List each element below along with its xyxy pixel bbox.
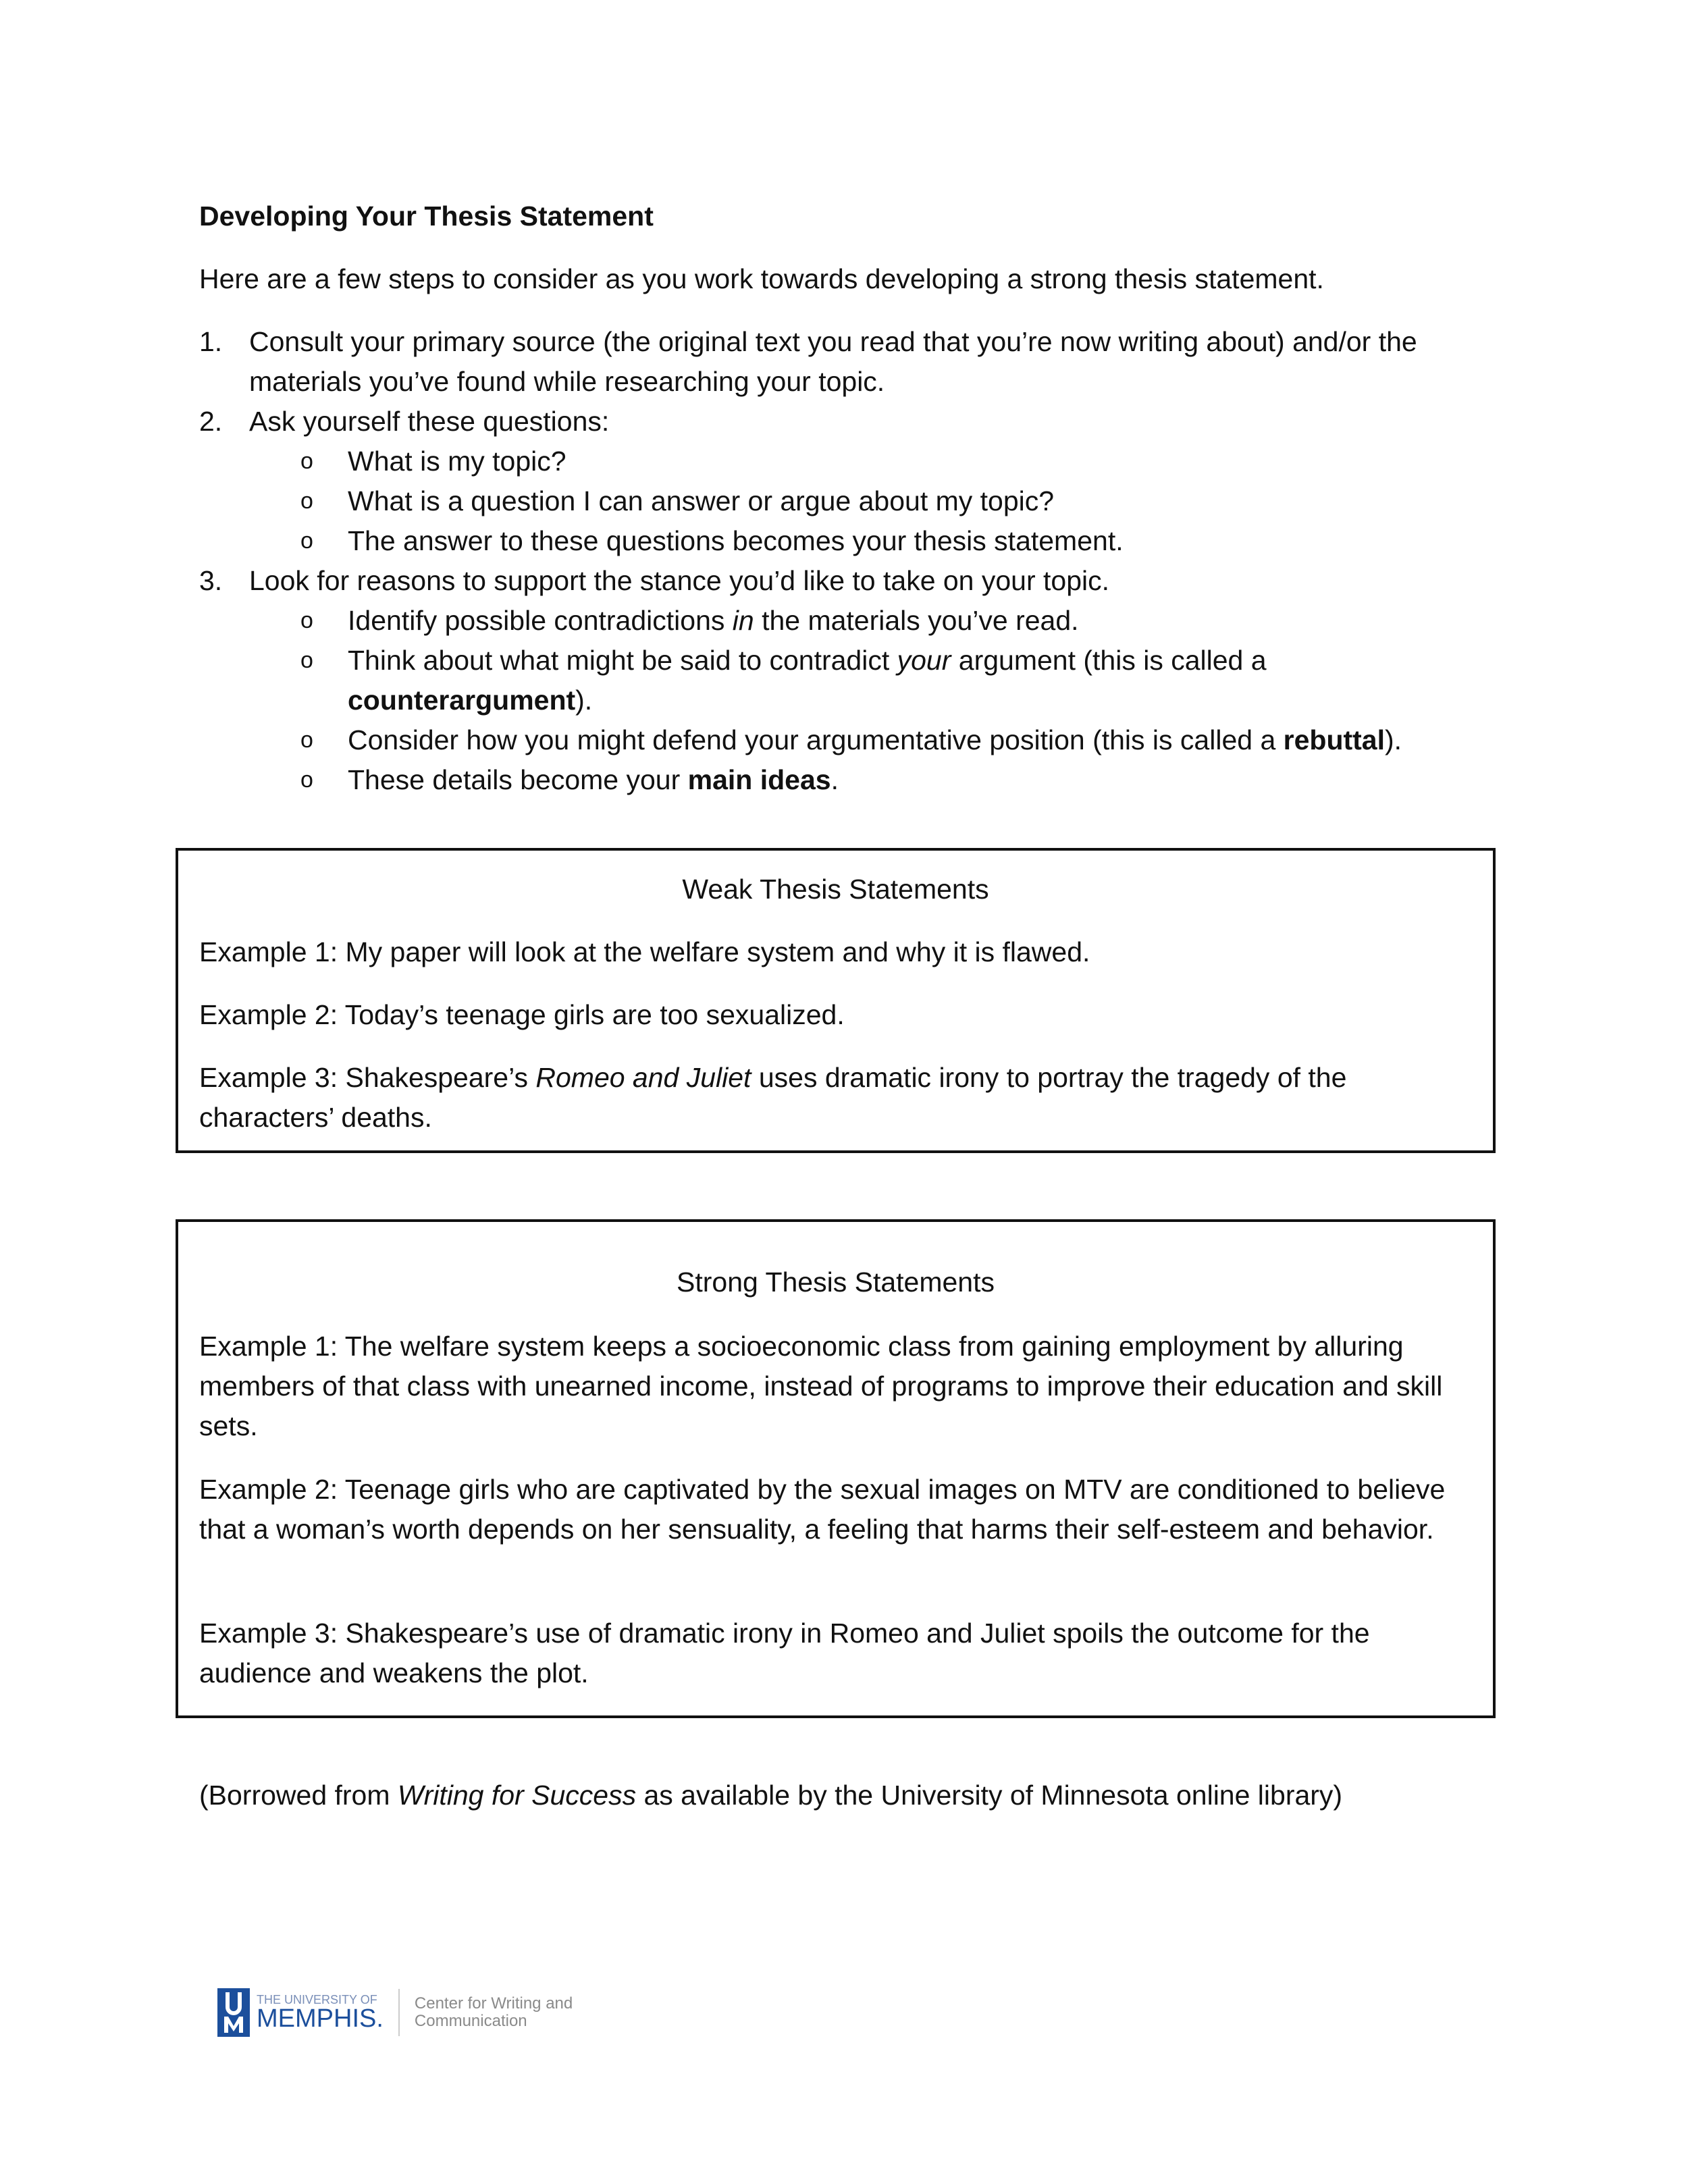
list-number: 1. <box>199 326 223 357</box>
wordmark-line1: THE UNIVERSITY OF <box>257 1993 377 2006</box>
list-text: Consult your primary source (the original text you read that you’re now writing about) and/or the materials you’ve found while researching your topic. <box>249 326 1417 397</box>
bullet-icon: o <box>300 647 313 673</box>
sub-item <box>199 641 1496 720</box>
sub-text: Identify possible contradictions <box>348 605 733 636</box>
emphasis: Romeo and Juliet <box>535 1062 751 1093</box>
weak-example-2: Example 2: Today’s teenage girls are too sexualized. <box>199 999 845 1030</box>
emphasis: in <box>732 605 754 636</box>
list-item <box>199 322 1496 402</box>
strong-example-3: Example 3: Shakespeare’s use of dramatic irony in Romeo and Juliet spoils the outcome for the audience and weakens the plot. <box>199 1618 1370 1688</box>
book-title: Writing for Success <box>397 1780 637 1811</box>
sub-item <box>199 481 1496 521</box>
sub-text: These details become your <box>348 764 688 795</box>
sub-text: Consider how you might defend your argumentative position (this is called a <box>348 724 1284 755</box>
sub-item <box>199 760 1496 800</box>
list-number: 3. <box>199 565 223 596</box>
bullet-icon: o <box>300 608 313 633</box>
sub-text: What is a question I can answer or argue about my topic? <box>348 485 1055 516</box>
attribution-text: (Borrowed from <box>199 1780 398 1811</box>
logo-divider <box>398 1989 400 2036</box>
sub-text: What is my topic? <box>348 446 566 477</box>
strong-example-1: Example 1: The welfare system keeps a socioeconomic class from gaining employment by alluring members of that class with unearned income, instead of programs to improve their education and skill sets. <box>199 1331 1443 1441</box>
weak-thesis-box <box>176 848 1496 1153</box>
bold-term: rebuttal <box>1283 724 1385 755</box>
list-text: Look for reasons to support the stance you’d like to take on your topic. <box>249 565 1110 596</box>
bold-term: main ideas <box>687 764 831 795</box>
bullet-icon: o <box>300 528 313 554</box>
sub-item <box>199 601 1496 641</box>
unit-line2: Communication <box>414 2012 527 2030</box>
weak-example-1: Example 1: My paper will look at the welfare system and why it is flawed. <box>199 936 1090 967</box>
page-title: Developing Your Thesis Statement <box>199 201 654 232</box>
strong-thesis-box <box>176 1219 1496 1718</box>
list-item <box>199 402 1496 442</box>
sub-text: ). <box>575 685 593 716</box>
bullet-icon: o <box>300 727 313 753</box>
sub-item <box>199 442 1496 481</box>
strong-heading: Strong Thesis Statements <box>677 1267 995 1298</box>
wordmark-line2: MEMPHIS. <box>257 2004 384 2033</box>
sub-text: ). <box>1385 724 1402 755</box>
attribution <box>199 1776 1428 1815</box>
emphasis: your <box>897 645 951 676</box>
sub-text: Think about what might be said to contradict <box>348 645 897 676</box>
unit-line1: Center for Writing and <box>414 1994 573 2013</box>
weak-heading: Weak Thesis Statements <box>682 874 989 905</box>
sub-item <box>199 720 1496 760</box>
bullet-icon: o <box>300 767 313 793</box>
sub-text: the materials you’ve read. <box>754 605 1079 636</box>
example-text: uses dramatic irony to portray the tragedy of the characters’ deaths. <box>199 1062 1347 1133</box>
example-text: Example 3: Shakespeare’s <box>199 1062 536 1093</box>
strong-example-2: Example 2: Teenage girls who are captivated by the sexual images on MTV are conditioned to believe that a woman’s worth depends on her sensuality, a feeling that harms their self-esteem and behavior. <box>199 1474 1446 1545</box>
intro-text: Here are a few steps to consider as you work towards developing a strong thesis statement. <box>199 263 1324 294</box>
list-text: Ask yourself these questions: <box>249 406 610 437</box>
university-wordmark <box>257 1994 384 2031</box>
unit-name <box>415 1995 573 2030</box>
bullet-icon: o <box>300 448 313 474</box>
list-item <box>199 561 1496 601</box>
sub-text: . <box>830 764 839 795</box>
bullet-icon: o <box>300 488 313 514</box>
weak-example-3 <box>199 1058 1486 1138</box>
sub-text: The answer to these questions becomes your thesis statement. <box>348 525 1124 556</box>
list-number: 2. <box>199 406 223 437</box>
sub-item <box>199 521 1496 561</box>
sub-text: argument (this is called a <box>951 645 1267 676</box>
bold-term: counterargument <box>348 685 576 716</box>
um-logo-icon <box>217 1988 250 2037</box>
attribution-text: as available by the University of Minnesota online library) <box>636 1780 1343 1811</box>
university-logo <box>217 1988 573 2037</box>
steps-list <box>199 322 1496 800</box>
